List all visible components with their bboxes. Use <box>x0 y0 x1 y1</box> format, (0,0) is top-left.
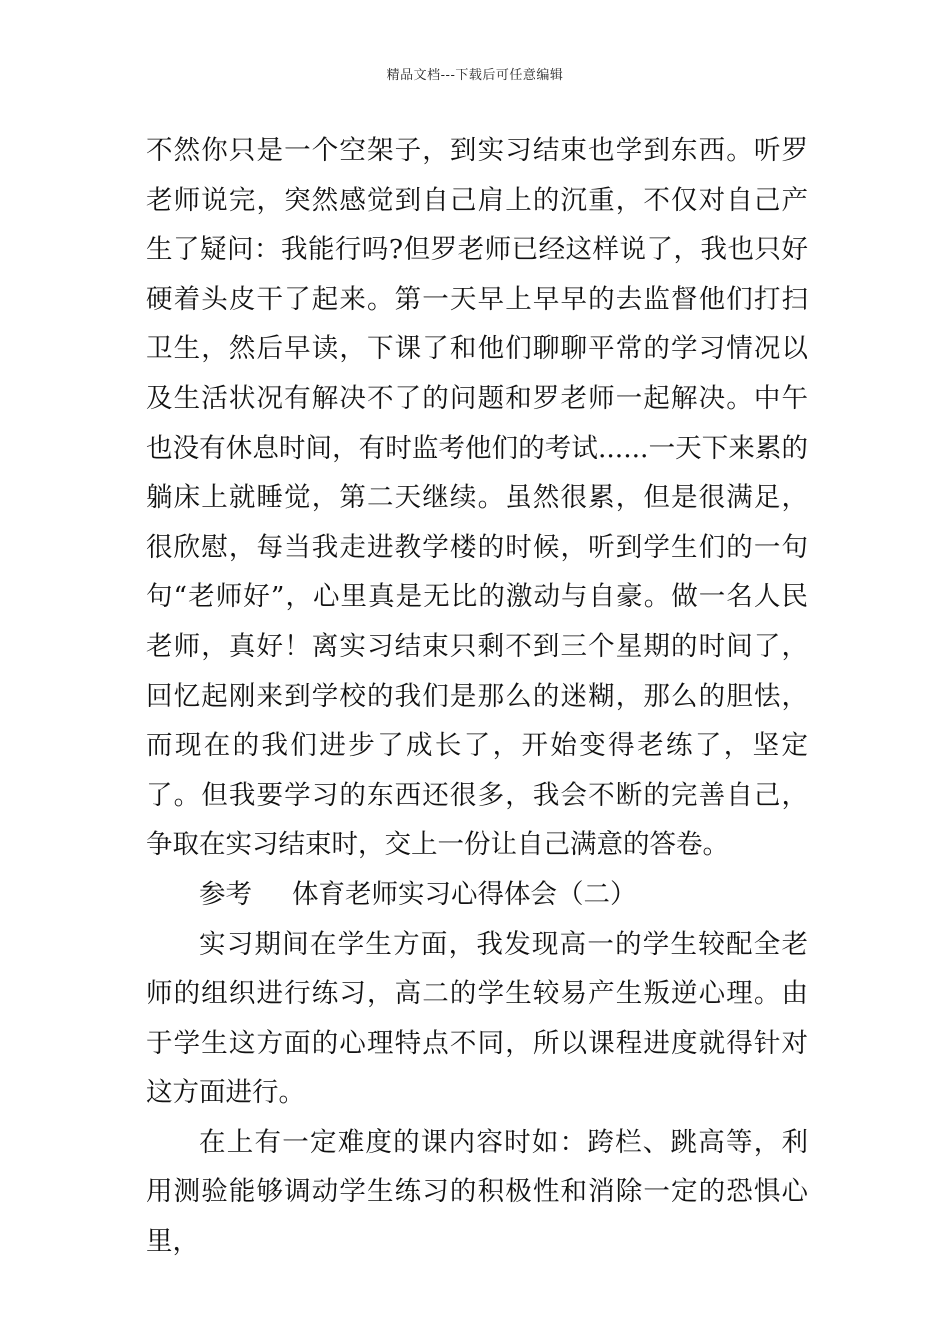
heading-prefix: 参考 <box>199 878 252 910</box>
heading-title: 体育老师实习心得体会（二） <box>292 878 637 910</box>
page-header: 精品文档---下载后可任意编辑 <box>386 68 564 83</box>
paragraph-students: 实习期间在学生方面，我发现高一的学生较配全老师的组织进行练习，高二的学生较易产生叛逆心理。由于学生这方面的心理特点不同，所以课程进度就得针对这方面进行。 <box>146 928 808 1109</box>
paragraph-difficulty: 在上有一定难度的课内容时如：跨栏、跳高等，利用测验能够调动学生练习的积极性和消除一定的恐惧心里， <box>146 1126 808 1258</box>
document-body <box>146 126 808 1267</box>
section-heading <box>146 870 808 920</box>
paragraph-continuation: 不然你只是一个空架子，到实习结束也学到东西。听罗老师说完，突然感觉到自己肩上的沉重，不仅对自己产生了疑问：我能行吗?但罗老师已经这样说了，我也只好硬着头皮干了起来。第一天早上早早的去监督他们打扫卫生，然后早读，下课了和他们聊聊平常的学习情况以及生活状况有解决不了的问题和罗老师一起解决。中午也没有休息时间，有时监考他们的考试......一天下来累的躺床上就睡觉，第二天继续。虽然很累，但是很满足，很欣慰，每当我走进教学楼的时候，听到学生们的一句句“老师好”，心里真是无比的激动与自豪。做一名人民老师，真好！离实习结束只剩不到三个星期的时间了，回忆起刚来到学校的我们是那么的迷糊，那么的胆怯，而现在的我们进步了成长了，开始变得老练了，坚定了。但我要学习的东西还很多，我会不断的完善自己，争取在实习结束时，交上一份让自己满意的答卷。 <box>146 135 808 861</box>
